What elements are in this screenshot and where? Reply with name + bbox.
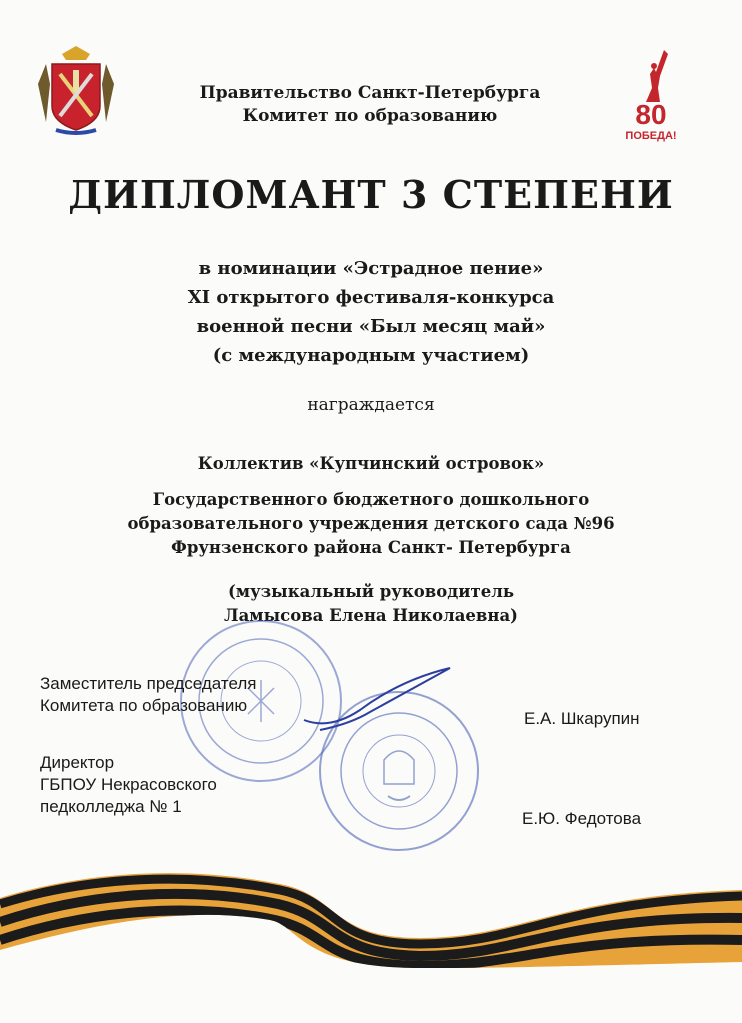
issuer-committee: Комитет по образованию [242, 106, 498, 126]
position-line: Заместитель председателя [40, 674, 257, 693]
institution-line: Государственного бюджетного дошкольного [152, 490, 590, 509]
leader-line: (музыкальный руководитель [227, 582, 515, 601]
position-line: Директор [40, 753, 115, 772]
motherland-statue-icon [634, 48, 670, 104]
logo-caption: ПОБЕДА! [625, 130, 677, 142]
nomination-line: (с международным участием) [212, 345, 530, 366]
handwritten-signature [300, 660, 460, 740]
nomination-line: XI открытого фестиваля-конкурса [187, 287, 555, 308]
nomination-line: в номинации «Эстрадное пение» [198, 258, 544, 279]
issuer-government: Правительство Санкт-Петербурга [199, 83, 541, 103]
leader-line: Ламысова Елена Николаевна) [224, 606, 518, 625]
position-line: Комитета по образованию [40, 696, 248, 715]
position-line: педколледжа № 1 [40, 797, 182, 816]
signatory-1-position [40, 673, 256, 717]
institution-line: Фрунзенского района Санкт- Петербурга [171, 538, 571, 557]
nomination-line: военной песни «Был месяц май» [196, 316, 546, 337]
award-word: награждается [307, 395, 435, 415]
recipient-institution [0, 488, 742, 560]
victory-80-logo [620, 48, 682, 150]
signatory-2-name: Е.Ю. Федотова [522, 809, 642, 828]
coat-of-arms-icon [36, 44, 116, 136]
recipient-leader [0, 580, 742, 628]
recipient-collective: Коллектив «Купчинский островок» [197, 454, 545, 473]
diploma-title: ДИПЛОМАНТ 3 СТЕПЕНИ [68, 172, 674, 217]
st-george-ribbon [0, 840, 742, 970]
logo-number: 80 [635, 99, 667, 130]
position-line: ГБПОУ Некрасовского [40, 775, 217, 794]
signatory-2-position [40, 752, 217, 818]
institution-line: образовательного учреждения детского сада №96 [127, 514, 615, 533]
issuer-header [140, 82, 600, 128]
nomination-block [0, 254, 742, 370]
signatory-1-name: Е.А. Шкарупин [524, 709, 640, 728]
